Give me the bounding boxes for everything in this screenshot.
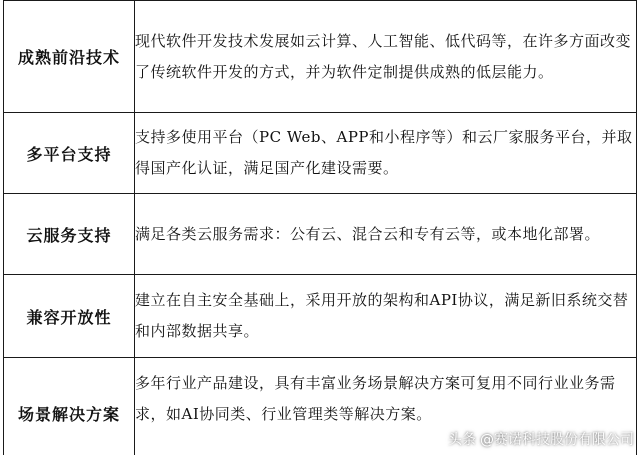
watermark-account: @赛诺科技股份有限公司 [480,432,634,448]
row-description: 支持多使用平台（PC Web、APP和小程序等）和云厂家服务平台，并取得国产化认证，满足国产化建设需要。 [135,113,637,194]
source-watermark [448,429,634,449]
row-label: 成熟前沿技术 [4,1,135,113]
row-description: 建立在自主安全基础上，采用开放的架构和API协议，满足新旧系统交替和内部数据共享。 [135,275,637,358]
row-label: 多平台支持 [4,113,135,194]
feature-table [3,0,637,455]
watermark-prefix: 头条 [448,432,476,448]
row-label: 场景解决方案 [4,358,135,455]
row-description: 多年行业产品建设，具有丰富业务场景解决方案可复用不同行业业务需求，如AI协同类、行业管理类等解决方案。 [135,358,637,455]
table-row [4,113,637,194]
row-description: 现代软件开发技术发展如云计算、人工智能、低代码等，在许多方面改变了传统软件开发的方式，并为软件定制提供成熟的低层能力。 [135,1,637,113]
table-row [4,275,637,358]
table-row [4,194,637,275]
row-label: 云服务支持 [4,194,135,275]
row-description: 满足各类云服务需求：公有云、混合云和专有云等，或本地化部署。 [135,194,637,275]
table-row [4,1,637,113]
row-label: 兼容开放性 [4,275,135,358]
